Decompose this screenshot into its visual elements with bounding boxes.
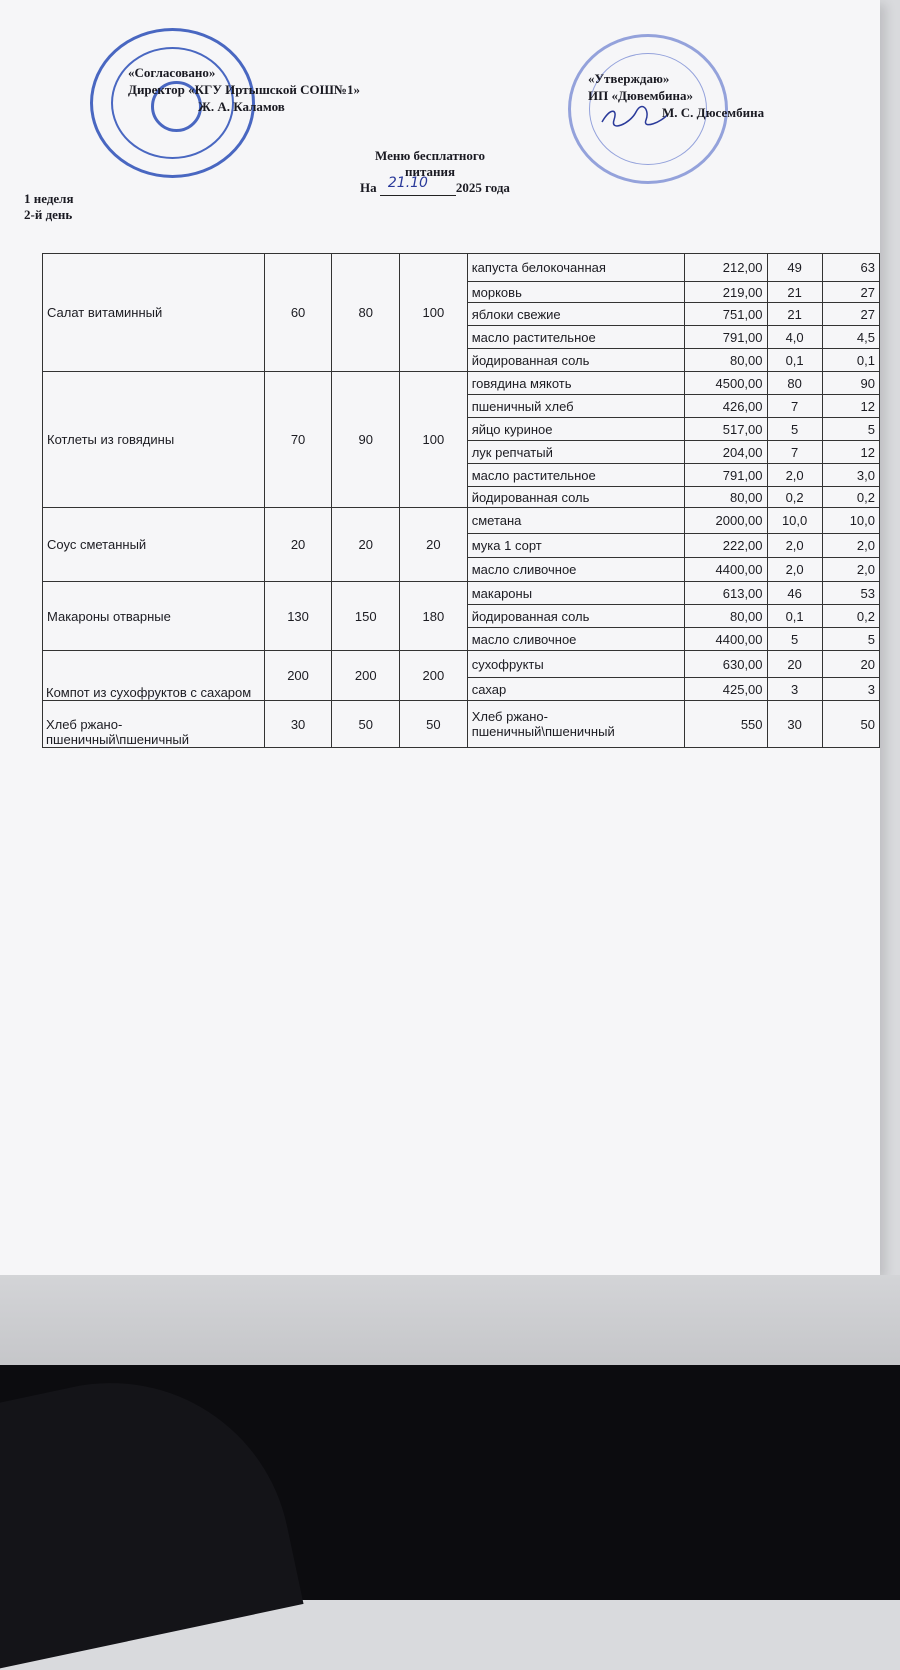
ingredient-net-cell: 2,0 xyxy=(822,534,879,558)
table-row xyxy=(43,701,880,748)
ingredient-gross-cell: 5 xyxy=(767,418,822,441)
ingredient-net-cell: 53 xyxy=(822,582,879,605)
ingredient-gross-cell: 21 xyxy=(767,303,822,326)
ingredient-name-cell: макароны xyxy=(467,582,685,605)
portion-large-cell: 20 xyxy=(400,508,468,582)
ingredient-gross-cell: 4,0 xyxy=(767,326,822,349)
ingredient-name-cell: Хлеб ржано-пшеничный\пшеничный xyxy=(467,701,685,748)
week-day-label xyxy=(24,191,74,223)
ingredient-net-cell: 3 xyxy=(822,678,879,701)
ingredient-name-cell: йодированная соль xyxy=(467,487,685,508)
page-title xyxy=(330,148,530,180)
ingredient-gross-cell: 49 xyxy=(767,254,822,282)
menu-table xyxy=(42,253,880,748)
ingredient-price-cell: 517,00 xyxy=(685,418,767,441)
ingredient-net-cell: 90 xyxy=(822,372,879,395)
dish-name-cell: Компот из сухофруктов с сахаром xyxy=(43,651,265,701)
ingredient-price-cell: 219,00 xyxy=(685,282,767,303)
ingredient-price-cell: 426,00 xyxy=(685,395,767,418)
director-line: Директор «КГУ Иртышской СОШ№1» xyxy=(128,82,360,97)
portion-small-cell: 30 xyxy=(264,701,332,748)
ingredient-price-cell: 4400,00 xyxy=(685,628,767,651)
ingredient-name-cell: морковь xyxy=(467,282,685,303)
director-name: Ж. А. Каламов xyxy=(198,99,285,114)
ingredient-price-cell: 2000,00 xyxy=(685,508,767,534)
ingredient-net-cell: 3,0 xyxy=(822,464,879,487)
ingredient-name-cell: йодированная соль xyxy=(467,605,685,628)
ingredient-gross-cell: 3 xyxy=(767,678,822,701)
ingredient-net-cell: 12 xyxy=(822,395,879,418)
agreed-label: «Согласовано» xyxy=(128,65,216,80)
ingredient-name-cell: яйцо куриное xyxy=(467,418,685,441)
ingredient-gross-cell: 7 xyxy=(767,441,822,464)
ingredient-price-cell: 212,00 xyxy=(685,254,767,282)
portion-small-cell: 70 xyxy=(264,372,332,508)
date-blank xyxy=(380,175,456,196)
ingredient-price-cell: 425,00 xyxy=(685,678,767,701)
ingredient-name-cell: масло растительное xyxy=(467,326,685,349)
dish-name-cell: Макароны отварные xyxy=(43,582,265,651)
ingredient-net-cell: 2,0 xyxy=(822,558,879,582)
ingredient-name-cell: говядина мякоть xyxy=(467,372,685,395)
ingredient-name-cell: масло растительное xyxy=(467,464,685,487)
portion-small-cell: 60 xyxy=(264,254,332,372)
portion-medium-cell: 200 xyxy=(332,651,400,701)
ingredient-net-cell: 0,1 xyxy=(822,349,879,372)
title-line-2: питания xyxy=(404,164,456,179)
portion-small-cell: 200 xyxy=(264,651,332,701)
entrepreneur-name: М. С. Дюсембина xyxy=(662,105,765,120)
agreed-block xyxy=(128,64,360,115)
portion-large-cell: 50 xyxy=(400,701,468,748)
ingredient-net-cell: 50 xyxy=(822,701,879,748)
ingredient-gross-cell: 7 xyxy=(767,395,822,418)
ingredient-price-cell: 222,00 xyxy=(685,534,767,558)
portion-medium-cell: 50 xyxy=(332,701,400,748)
portion-medium-cell: 150 xyxy=(332,582,400,651)
approved-block xyxy=(588,70,764,121)
ingredient-price-cell: 791,00 xyxy=(685,464,767,487)
dish-name-cell: Соус сметанный xyxy=(43,508,265,582)
table-row xyxy=(43,372,880,395)
ingredient-name-cell: яблоки свежие xyxy=(467,303,685,326)
ingredient-net-cell: 12 xyxy=(822,441,879,464)
portion-medium-cell: 90 xyxy=(332,372,400,508)
entrepreneur-line: ИП «Дювембина» xyxy=(588,88,693,103)
dish-name-cell: Хлеб ржано-пшеничный\пшеничный xyxy=(43,701,265,748)
ingredient-gross-cell: 2,0 xyxy=(767,558,822,582)
ingredient-name-cell: масло сливочное xyxy=(467,558,685,582)
ingredient-gross-cell: 0,1 xyxy=(767,349,822,372)
portion-large-cell: 100 xyxy=(400,254,468,372)
menu-table-body xyxy=(43,254,880,748)
ingredient-gross-cell: 2,0 xyxy=(767,464,822,487)
title-line-1: Меню бесплатного xyxy=(375,148,485,163)
ingredient-gross-cell: 21 xyxy=(767,282,822,303)
ingredient-net-cell: 0,2 xyxy=(822,605,879,628)
date-line xyxy=(360,175,510,196)
week-label: 1 неделя xyxy=(24,191,74,206)
ingredient-net-cell: 5 xyxy=(822,418,879,441)
dish-name-cell: Котлеты из говядины xyxy=(43,372,265,508)
ingredient-price-cell: 613,00 xyxy=(685,582,767,605)
ingredient-price-cell: 630,00 xyxy=(685,651,767,678)
approved-label: «Утверждаю» xyxy=(588,71,670,86)
ingredient-name-cell: сметана xyxy=(467,508,685,534)
portion-large-cell: 180 xyxy=(400,582,468,651)
ingredient-price-cell: 204,00 xyxy=(685,441,767,464)
ingredient-gross-cell: 2,0 xyxy=(767,534,822,558)
ingredient-net-cell: 63 xyxy=(822,254,879,282)
portion-medium-cell: 80 xyxy=(332,254,400,372)
date-suffix: 2025 года xyxy=(455,180,510,195)
ingredient-name-cell: пшеничный хлеб xyxy=(467,395,685,418)
ingredient-name-cell: йодированная соль xyxy=(467,349,685,372)
document-header xyxy=(0,0,880,240)
ingredient-gross-cell: 20 xyxy=(767,651,822,678)
ingredient-net-cell: 27 xyxy=(822,282,879,303)
table-row xyxy=(43,508,880,534)
ingredient-gross-cell: 5 xyxy=(767,628,822,651)
portion-small-cell: 20 xyxy=(264,508,332,582)
table-row xyxy=(43,651,880,678)
ingredient-net-cell: 10,0 xyxy=(822,508,879,534)
ingredient-net-cell: 4,5 xyxy=(822,326,879,349)
ingredient-price-cell: 80,00 xyxy=(685,605,767,628)
ingredient-name-cell: лук репчатый xyxy=(467,441,685,464)
tabletop xyxy=(0,1275,900,1375)
ingredient-name-cell: мука 1 сорт xyxy=(467,534,685,558)
ingredient-name-cell: масло сливочное xyxy=(467,628,685,651)
ingredient-net-cell: 20 xyxy=(822,651,879,678)
ingredient-net-cell: 27 xyxy=(822,303,879,326)
ingredient-price-cell: 4400,00 xyxy=(685,558,767,582)
table-row xyxy=(43,582,880,605)
ingredient-price-cell: 4500,00 xyxy=(685,372,767,395)
ingredient-price-cell: 791,00 xyxy=(685,326,767,349)
handwritten-date: 21.10 xyxy=(387,175,428,191)
ingredient-gross-cell: 0,2 xyxy=(767,487,822,508)
ingredient-price-cell: 80,00 xyxy=(685,349,767,372)
date-prefix: На xyxy=(360,180,377,195)
ingredient-name-cell: сухофрукты xyxy=(467,651,685,678)
ingredient-net-cell: 0,2 xyxy=(822,487,879,508)
portion-large-cell: 100 xyxy=(400,372,468,508)
table-row xyxy=(43,254,880,282)
ingredient-price-cell: 80,00 xyxy=(685,487,767,508)
ingredient-price-cell: 751,00 xyxy=(685,303,767,326)
ingredient-gross-cell: 10,0 xyxy=(767,508,822,534)
day-label: 2-й день xyxy=(24,207,73,222)
ingredient-gross-cell: 30 xyxy=(767,701,822,748)
ingredient-gross-cell: 0,1 xyxy=(767,605,822,628)
portion-large-cell: 200 xyxy=(400,651,468,701)
ingredient-gross-cell: 46 xyxy=(767,582,822,605)
ingredient-net-cell: 5 xyxy=(822,628,879,651)
dish-name-cell: Салат витаминный xyxy=(43,254,265,372)
ingredient-price-cell: 550 xyxy=(685,701,767,748)
ingredient-gross-cell: 80 xyxy=(767,372,822,395)
portion-medium-cell: 20 xyxy=(332,508,400,582)
ingredient-name-cell: сахар xyxy=(467,678,685,701)
ingredient-name-cell: капуста белокочанная xyxy=(467,254,685,282)
portion-small-cell: 130 xyxy=(264,582,332,651)
